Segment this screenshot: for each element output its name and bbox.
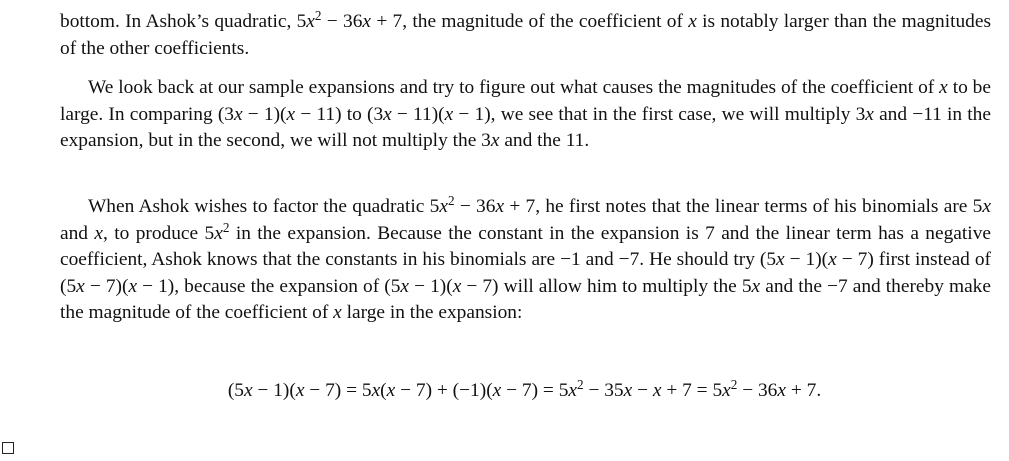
paragraph-1: bottom. In Ashok’s quadratic, $5x^2 - 36x + 7$, the magnitude of the coefficient of x is notably larger than the magnitudes of the other coefficients. bbox=[60, 7, 992, 59]
paragraph-3: When Ashok wishes to factor the quadratic $5x^2 - 36x + 7$, he first notes that the linear terms of his binomials are 5x and x, to produce $5x^2$ in the expansion. Because the constant in the expansion is 7 and the linear term has a negative coefficient, Ashok knows that the constants in his binomials are −1 and −7. He should try (5x − 1)(x − 7) first instead of (5x − 7)(x − 1), because the expansion of (5x − 1)(x − 7) will allow him to multiply the 5x and the −7 and thereby make the magnitude of the coefficient of x large in the expansion: bbox=[60, 192, 992, 324]
display-equation-text: $(5x - 1)(x - 7) = 5x(x - 7) + (-1)(x - 7) = 5x^2 - 35x - x + 7 = 5x^2 - 36x + 7$. bbox=[227, 376, 822, 401]
paragraph-2: We look back at our sample expansions and try to figure out what causes the magnitudes of the coefficient of x to be large. In comparing (3x − 1)(x − 11) to (3x − 11)(x − 1), we see that in the first case, we will multiply 3x and −11 in the expansion, but in the second, we will not multiply the 3x and the 11. bbox=[60, 77, 991, 152]
display-equation bbox=[0, 378, 1009, 404]
end-of-proof-square-icon bbox=[2, 442, 14, 454]
